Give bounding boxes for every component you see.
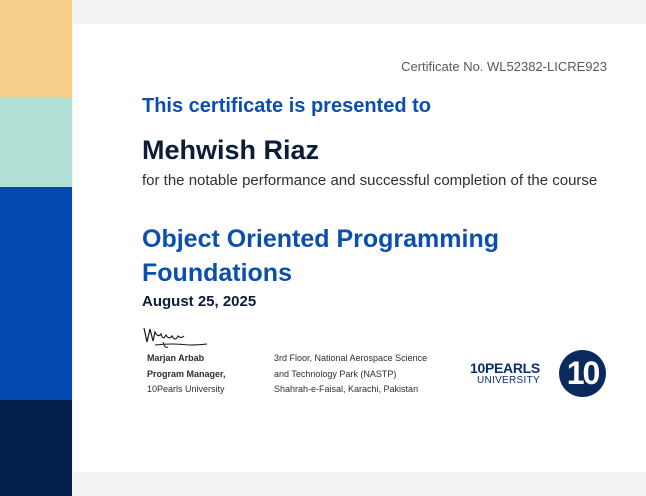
signer-name: Marjan Arbab — [147, 353, 205, 363]
completion-date: August 25, 2025 — [142, 293, 257, 310]
signer-title: Program Manager, — [147, 368, 226, 379]
stripe-navy — [0, 400, 72, 496]
logo-brand: 10PEARLS — [470, 360, 540, 376]
logo-mark-text: 10 — [566, 355, 599, 391]
address-block — [274, 351, 444, 398]
stripe-peach — [0, 0, 72, 98]
signer-block — [147, 351, 226, 398]
course-title: Object Oriented Programming Foundations — [142, 225, 500, 287]
address-line-2: and Technology Park (NASTP) — [274, 368, 397, 379]
decorative-color-stripes — [0, 0, 72, 496]
recipient-name: Mehwish Riaz — [142, 135, 320, 165]
address-line-1: 3rd Floor, National Aerospace Science — [274, 353, 428, 363]
presented-heading: This certificate is presented to — [142, 95, 431, 117]
stripe-mint — [0, 98, 72, 187]
logo-ten-mark-icon — [559, 350, 606, 397]
certificate-number: Certificate No. WL52382-LICRE923 — [401, 59, 607, 74]
signer-organization: 10Pearls University — [147, 384, 225, 394]
stripe-blue — [0, 187, 72, 400]
certificate-card — [73, 24, 646, 472]
signature-image — [141, 324, 209, 350]
university-logo-text — [470, 361, 540, 386]
logo-subtitle: UNIVERSITY — [476, 375, 540, 386]
address-line-3: Shahrah-e-Faisal, Karachi, Pakistan — [274, 384, 419, 394]
completion-description: for the notable performance and successful completion of the course — [142, 172, 598, 189]
